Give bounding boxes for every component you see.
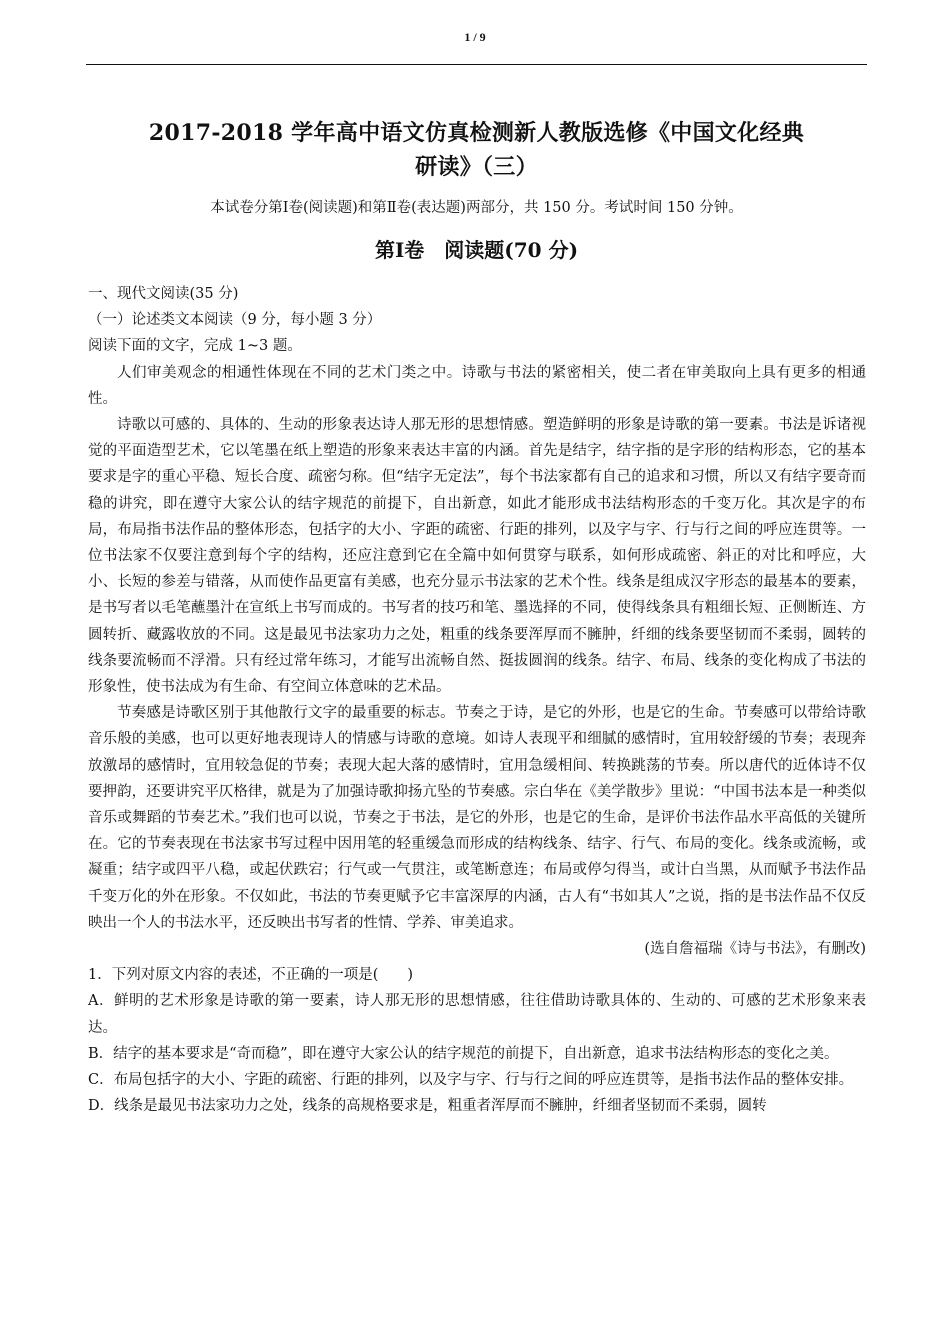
header-rule bbox=[86, 64, 867, 65]
page-number: 1 / 9 bbox=[464, 30, 486, 44]
passage-paragraph-1: 人们审美观念的相通性体现在不同的艺术门类之中。诗歌与书法的紧密相关，使二者在审美取向上具有更多的相通性。 bbox=[88, 364, 866, 407]
passage-paragraph-3: 节奏感是诗歌区别于其他散行文字的最重要的标志。节奏之于诗，是它的外形，也是它的生命。节奏感可以带给诗歌音乐般的美感，也可以更好地表现诗人的情感与诗歌的意境。如诗人表现平和细腻的感情时，宜用较舒缓的节奏；表现奔放激昂的感情时，宜用较急促的节奏；表现大起大落的感情时，宜用急缓相间、转换跳荡的节奏。所以唐代的近体诗不仅要押韵，还要讲究平仄格律，就是为了加强诗歌抑扬亢坠的节奏感。宗白华在《美学散步》里说：“中国书法本是一种类似音乐或舞蹈的节奏艺术。”我们也可以说，节奏之于书法，是它的外形，也是它的生命，是评价书法作品水平高低的关键所在。它的节奏表现在书法家书写过程中因用笔的轻重缓急而形成的结构线条、结字、行气、布局的变化。线条或流畅，或凝重；结字或四平八稳，或起伏跌宕；行气或一气贯注，或笔断意连；布局或停匀得当，或计白当黑，从而赋予书法作品千变万化的外在形象。不仅如此，书法的节奏更赋予它丰富深厚的内涵，古人有“书如其人”之说，指的是书法作品不仅反映出一个人的书法水平，还反映出书写者的性情、学养、审美追求。 bbox=[88, 705, 866, 931]
sub-heading: （一）论述类文本阅读（9 分，每小题 3 分） bbox=[88, 312, 382, 329]
document-title bbox=[86, 116, 867, 184]
passage-source: (选自詹福瑞《诗与书法》，有删改) bbox=[644, 941, 866, 958]
part-heading: 一、现代文阅读(35 分) bbox=[88, 286, 239, 302]
document-body bbox=[88, 281, 866, 1120]
title-line-2: 研读》（三） bbox=[415, 154, 538, 180]
question-1: 1．下列对原文内容的表述，不正确的一项是( ) bbox=[88, 967, 414, 984]
instruction: 阅读下面的文字，完成 1~3 题。 bbox=[88, 338, 302, 355]
exam-intro: 本试卷分第Ⅰ卷(阅读题)和第Ⅱ卷(表达题)两部分，共 150 分。考试时间 150 分钟。 bbox=[210, 200, 743, 216]
option-c: C．布局包括字的大小、字距的疏密、行距的排列，以及字与字、行与行之间的呼应连贯等，是指书法作品的整体安排。 bbox=[88, 1072, 854, 1089]
section-title: 第Ⅰ卷 阅读题(70 分) bbox=[374, 238, 579, 262]
passage-paragraph-2: 诗歌以可感的、具体的、生动的形象表达诗人那无形的思想情感。塑造鲜明的形象是诗歌的第一要素。书法是诉诸视觉的平面造型艺术，它以笔墨在纸上塑造的形象来表达丰富的内涵。首先是结字，结字指的是字形的结构形态，它的基本要求是字的重心平稳、短长合度、疏密匀称。但“结字无定法”，每个书法家都有自己的追求和习惯，所以又有结字要奇而稳的讲究，即在遵守大家公认的结字规范的前提下，自出新意，如此才能形成书法结构形态的千变万化。其次是字的布局，布局指书法作品的整体形态，包括字的大小、字距的疏密、行距的排列，以及字与字、行与行之间的呼应连贯等。一位书法家不仅要注意到每个字的结构，还应注意到它在全篇中如何贯穿与联系，如何形成疏密、斜正的对比和呼应，大小、长短的参差与错落，从而使作品更富有美感，也充分显示书法家的艺术个性。线条是组成汉字形态的最基本的要素，是书写者以毛笔蘸墨汁在宣纸上书写而成的。书写者的技巧和笔、墨选择的不同，使得线条具有粗细长短、正侧断连、方圆转折、藏露收放的不同。这是最见书法家功力之处，粗重的线条要浑厚而不臃肿，纤细的线条要坚韧而不柔弱，圆转的线条要流畅而不浮滑。只有经过常年练习，才能写出流畅自然、挺拔圆润的线条。结字、布局、线条的变化构成了书法的形象性，使书法成为有生命、有空间立体意味的艺术品。 bbox=[88, 417, 866, 696]
option-a: A．鲜明的艺术形象是诗歌的第一要素，诗人那无形的思想情感，往往借助诗歌具体的、生动的、可感的艺术形象来表达。 bbox=[88, 993, 866, 1036]
option-d: D．线条是最见书法家功力之处，线条的高规格要求是，粗重者浑厚而不臃肿，纤细者坚韧而不柔弱，圆转 bbox=[88, 1098, 767, 1115]
title-line-1: 2017-2018 学年高中语文仿真检测新人教版选修《中国文化经典 bbox=[148, 120, 805, 146]
option-b: B．结字的基本要求是“奇而稳”，即在遵守大家公认的结字规范的前提下，自出新意，追求书法结构形态的变化之美。 bbox=[88, 1045, 839, 1062]
